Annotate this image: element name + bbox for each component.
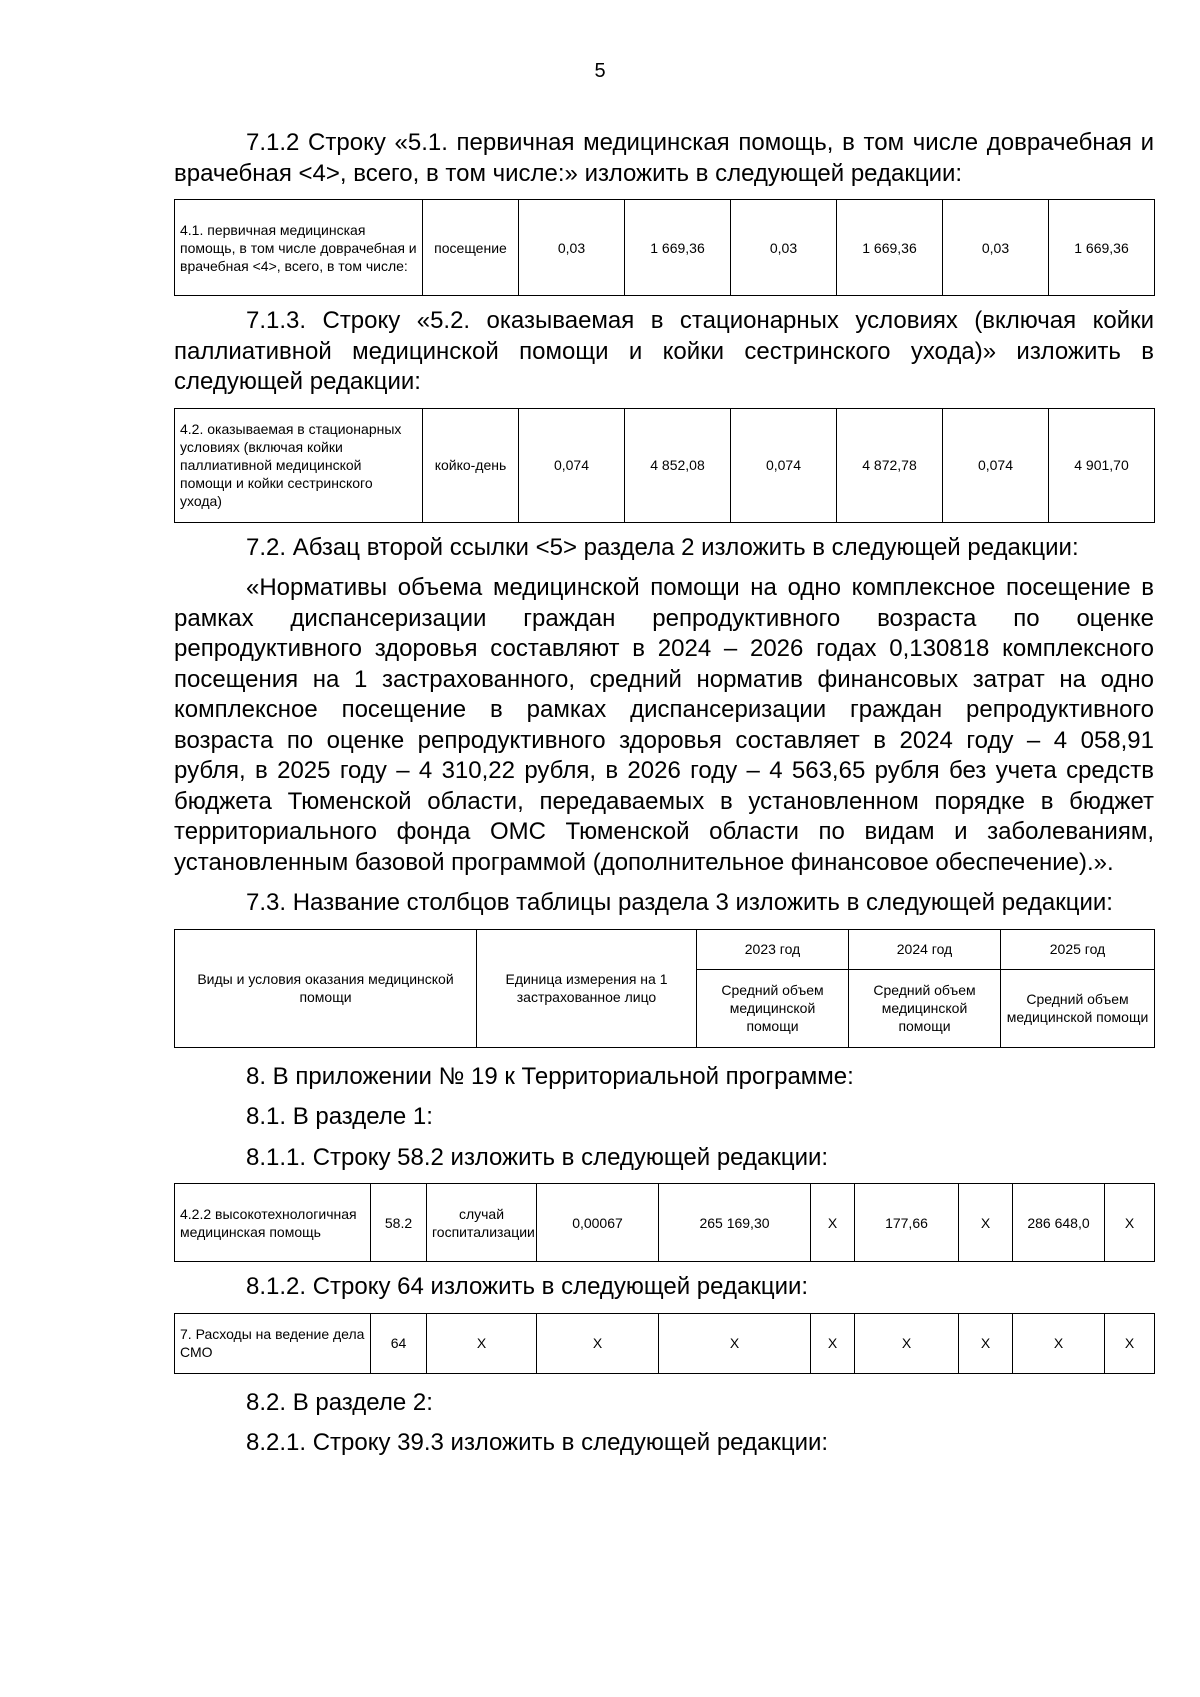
value-cell: Х [959, 1313, 1013, 1373]
value-cell: 0,074 [731, 408, 837, 522]
value-cell: Х [659, 1313, 811, 1373]
document-body [174, 128, 1154, 1459]
header-average-volume: Средний объем медицинской помощи [1001, 969, 1155, 1047]
row-number: 58.2 [371, 1184, 427, 1262]
value-cell: 0,074 [943, 408, 1049, 522]
value-cell: 0,03 [943, 200, 1049, 296]
value-cell: 0,03 [731, 200, 837, 296]
header-year: 2025 год [1001, 929, 1155, 969]
value-cell: Х [537, 1313, 659, 1373]
paragraph-7-2: 7.2. Абзац второй ссылки <5> раздела 2 изложить в следующей редакции: [246, 533, 1079, 561]
table-row-4-1 [174, 199, 1155, 296]
value-cell: Х [855, 1313, 959, 1373]
unit-cell: посещение [423, 200, 519, 296]
value-cell: 0,03 [519, 200, 625, 296]
paragraph-8: 8. В приложении № 19 к Территориальной программе: [246, 1062, 854, 1090]
value-cell: Х [1105, 1313, 1155, 1373]
paragraph-7-1-3: 7.1.3. Строку «5.2. оказываемая в стационарных условиях (включая койки паллиативной медицинской помощи и койки сестринского ухода)» изложить в следующей редакции: [174, 307, 1154, 395]
value-cell: 0,00067 [537, 1184, 659, 1262]
value-cell: Х [811, 1313, 855, 1373]
header-year: 2024 год [849, 929, 1001, 969]
table-row-4-2 [174, 408, 1155, 523]
value-cell: Х [1105, 1184, 1155, 1262]
table-row [175, 200, 1155, 296]
table-row [175, 408, 1155, 522]
value-cell: Х [959, 1184, 1013, 1262]
value-cell: 4 901,70 [1049, 408, 1155, 522]
paragraph-8-2-1: 8.2.1. Строку 39.3 изложить в следующей редакции: [246, 1429, 829, 1456]
paragraph-7-1-2: 7.1.2 Строку «5.1. первичная медицинская помощь, в том числе доврачебная и врачебная <4>, всего, в том числе:» изложить в следующей редакции: [174, 129, 1154, 187]
row-label: 7. Расходы на ведение дела СМО [175, 1313, 371, 1373]
value-cell: 1 669,36 [1049, 200, 1155, 296]
value-cell: Х [811, 1184, 855, 1262]
header-kinds: Виды и условия оказания медицинской помощи [175, 929, 477, 1047]
value-cell: 265 169,30 [659, 1184, 811, 1262]
paragraph-8-1: 8.1. В разделе 1: [246, 1103, 433, 1130]
header-year: 2023 год [697, 929, 849, 969]
unit-cell: койко-день [423, 408, 519, 522]
paragraph-8-1-2: 8.1.2. Строку 64 изложить в следующей редакции: [246, 1273, 809, 1300]
paragraph-quote: «Нормативы объема медицинской помощи на одно комплексное посещение в рамках диспансеризации граждан репродуктивного возраста по оценке репродуктивного здоровья составляют в 2024 – 2026 годах 0,130818 комплексного посещения на 1 застрахованного, средний норматив финансовых затрат на одно комплексное посещение в рамках диспансеризации граждан репродуктивного возраста по оценке репродуктивного здоровья составляет в 2024 году – 4 058,91 рубля, в 2025 году – 4 310,22 рубля, в 2026 году – 4 563,65 рубля без учета средств бюджета Тюменской области, передаваемых в установленном порядке в бюджет территориального фонда ОМС Тюменской области по видам и заболеваниям, установленным базовой программой (дополнительное финансовое обеспечение).». [174, 574, 1154, 876]
value-cell: 4 872,78 [837, 408, 943, 522]
paragraph-8-1-1: 8.1.1. Строку 58.2 изложить в следующей редакции: [246, 1143, 829, 1171]
value-cell: Х [1013, 1313, 1105, 1373]
table-row-58-2 [174, 1183, 1155, 1262]
value-cell: 1 669,36 [625, 200, 731, 296]
row-number: 64 [371, 1313, 427, 1373]
header-average-volume: Средний объем медицинской помощи [849, 969, 1001, 1047]
table-row [175, 1184, 1155, 1262]
table-row-64 [174, 1313, 1155, 1374]
unit-cell: случай госпитализации [427, 1184, 537, 1262]
value-cell: 4 852,08 [625, 408, 731, 522]
value-cell: 1 669,36 [837, 200, 943, 296]
table-row [175, 1313, 1155, 1373]
paragraph-7-3: 7.3. Название столбцов таблицы раздела 3 изложить в следующей редакции: [246, 889, 1113, 916]
value-cell: 177,66 [855, 1184, 959, 1262]
table-row [175, 929, 1155, 969]
value-cell: 0,074 [519, 408, 625, 522]
page-number: 5 [594, 60, 606, 82]
value-cell: 286 648,0 [1013, 1184, 1105, 1262]
table-section-3-header [174, 929, 1155, 1048]
header-unit: Единица измерения на 1 застрахованное лицо [477, 929, 697, 1047]
value-cell: Х [427, 1313, 537, 1373]
row-label: 4.2. оказываемая в стационарных условиях (включая койки паллиативной медицинской помощи и койки сестринского ухода) [175, 408, 423, 522]
paragraph-8-2: 8.2. В разделе 2: [246, 1388, 433, 1416]
row-label: 4.1. первичная медицинская помощь, в том числе доврачебная и врачебная <4>, всего, в том числе: [175, 200, 423, 296]
header-average-volume: Средний объем медицинской помощи [697, 969, 849, 1047]
row-label: 4.2.2 высокотехнологичная медицинская помощь [175, 1184, 371, 1262]
